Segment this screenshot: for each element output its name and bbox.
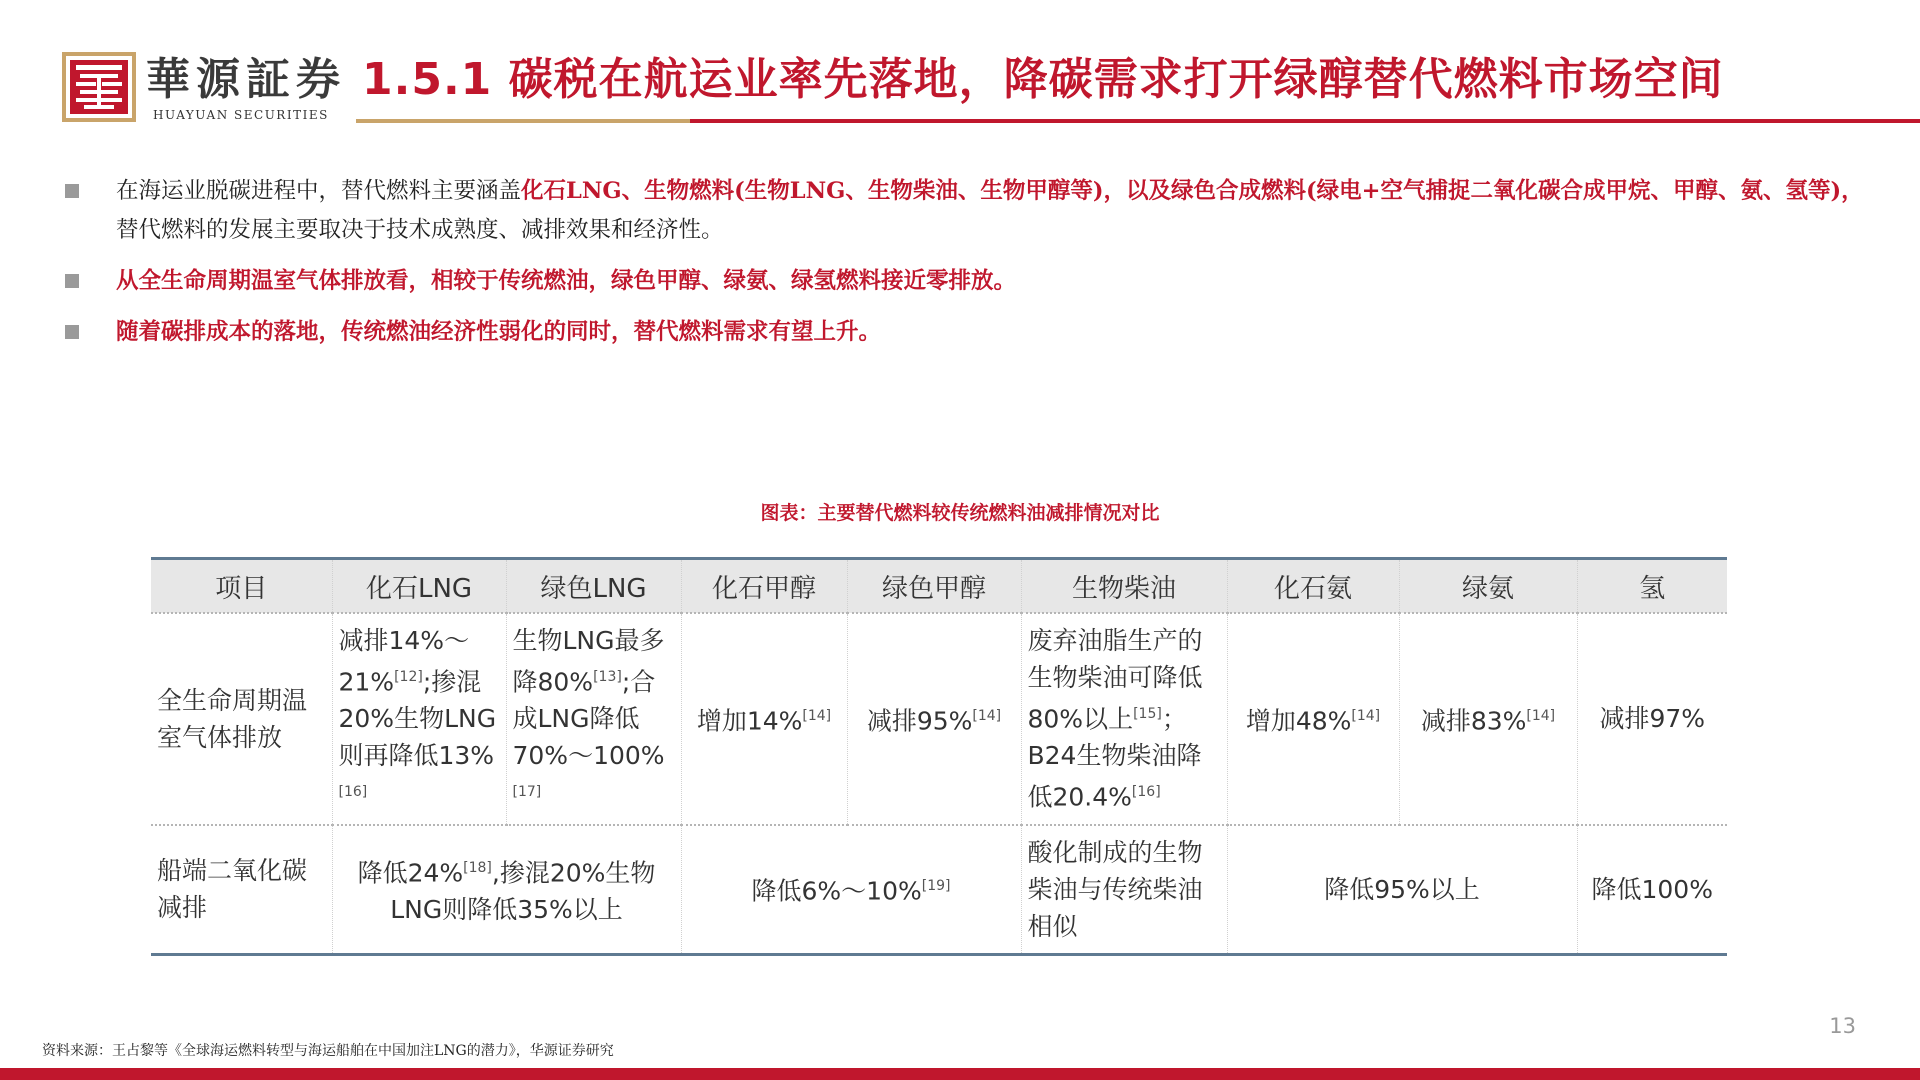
column-header: 化石甲醇 bbox=[681, 559, 847, 614]
column-header: 绿色LNG bbox=[506, 559, 681, 614]
row-label: 船端二氧化碳减排 bbox=[157, 856, 308, 923]
table-cell: 降低100% bbox=[1577, 825, 1727, 955]
column-header: 化石氨 bbox=[1227, 559, 1399, 614]
bullet-item bbox=[62, 262, 1882, 301]
slide-title: 1.5.1 碳税在航运业率先落地，降碳需求打开绿醇替代燃料市场空间 bbox=[362, 54, 1724, 105]
table-cell: 减排83%[14] bbox=[1399, 613, 1577, 825]
table-cell: 减排14%～21%[12];掺混20%生物LNG则再降低13%[16] bbox=[332, 613, 506, 825]
bullet-item bbox=[62, 172, 1882, 250]
table-cell: 增加48%[14] bbox=[1227, 613, 1399, 825]
table-cell: 降低95%以上 bbox=[1227, 825, 1577, 955]
square-bullet-icon bbox=[65, 274, 79, 288]
row-label: 全生命周期温室气体排放 bbox=[157, 685, 308, 752]
table-cell: 减排97% bbox=[1577, 613, 1727, 825]
bullet-list bbox=[62, 172, 1882, 364]
table-cell: 降低6%～10%[19] bbox=[681, 825, 1021, 955]
table-cell: 酸化制成的生物柴油与传统柴油相似 bbox=[1021, 825, 1227, 955]
table-row bbox=[151, 825, 1727, 955]
bullet-highlight: 化石LNG、生物燃料(生物LNG、生物柴油、生物甲醇等)，以及绿色合成燃料(绿电+空气捕捉二氧化碳合成甲烷、甲醇、氨、氢等)， bbox=[521, 178, 1864, 204]
table-row bbox=[151, 613, 1727, 825]
table-caption: 图表：主要替代燃料较传统燃料油减排情况对比 bbox=[760, 502, 1160, 524]
table-cell: 降低24%[18],掺混20%生物LNG则降低35%以上 bbox=[332, 825, 681, 955]
table-cell: 废弃油脂生产的生物柴油可降低80%以上[15]；B24生物柴油降低20.4%[16] bbox=[1021, 613, 1227, 825]
table-header-row bbox=[151, 559, 1727, 614]
table-cell: 减排95%[14] bbox=[847, 613, 1021, 825]
column-header: 项目 bbox=[151, 559, 332, 614]
emissions-comparison-table bbox=[151, 557, 1727, 956]
bullet-text: 在海运业脱碳进程中，替代燃料主要涵盖 bbox=[116, 178, 522, 204]
table-cell: 生物LNG最多降80%[13];合成LNG降低70%～100%[17] bbox=[506, 613, 681, 825]
brand-name-en: HUAYUAN SECURITIES bbox=[153, 108, 329, 122]
page-number: 13 bbox=[1829, 1014, 1856, 1038]
huayuan-logo-icon bbox=[62, 52, 136, 122]
brand-name-cn: 華源証券 bbox=[146, 54, 346, 105]
column-header: 氢 bbox=[1577, 559, 1727, 614]
title-divider-red bbox=[690, 119, 1920, 123]
column-header: 绿色甲醇 bbox=[847, 559, 1021, 614]
title-divider-gold bbox=[356, 119, 690, 123]
bullet-item bbox=[62, 313, 1882, 352]
footer-bar bbox=[0, 1068, 1920, 1080]
bullet-highlight: 从全生命周期温室气体排放看，相较于传统燃油，绿色甲醇、绿氨、绿氢燃料接近零排放。 bbox=[116, 268, 1017, 294]
column-header: 生物柴油 bbox=[1021, 559, 1227, 614]
bullet-highlight: 随着碳排成本的落地，传统燃油经济性弱化的同时，替代燃料需求有望上升。 bbox=[116, 319, 882, 345]
bullet-text: 替代燃料的发展主要取决于技术成熟度、减排效果和经济性。 bbox=[116, 217, 724, 243]
column-header: 绿氨 bbox=[1399, 559, 1577, 614]
square-bullet-icon bbox=[65, 184, 79, 198]
square-bullet-icon bbox=[65, 325, 79, 339]
column-header: 化石LNG bbox=[332, 559, 506, 614]
table-cell: 增加14%[14] bbox=[681, 613, 847, 825]
source-note: 资料来源：王占黎等《全球海运燃料转型与海运船舶在中国加注LNG的潜力》，华源证券研究 bbox=[42, 1043, 614, 1059]
